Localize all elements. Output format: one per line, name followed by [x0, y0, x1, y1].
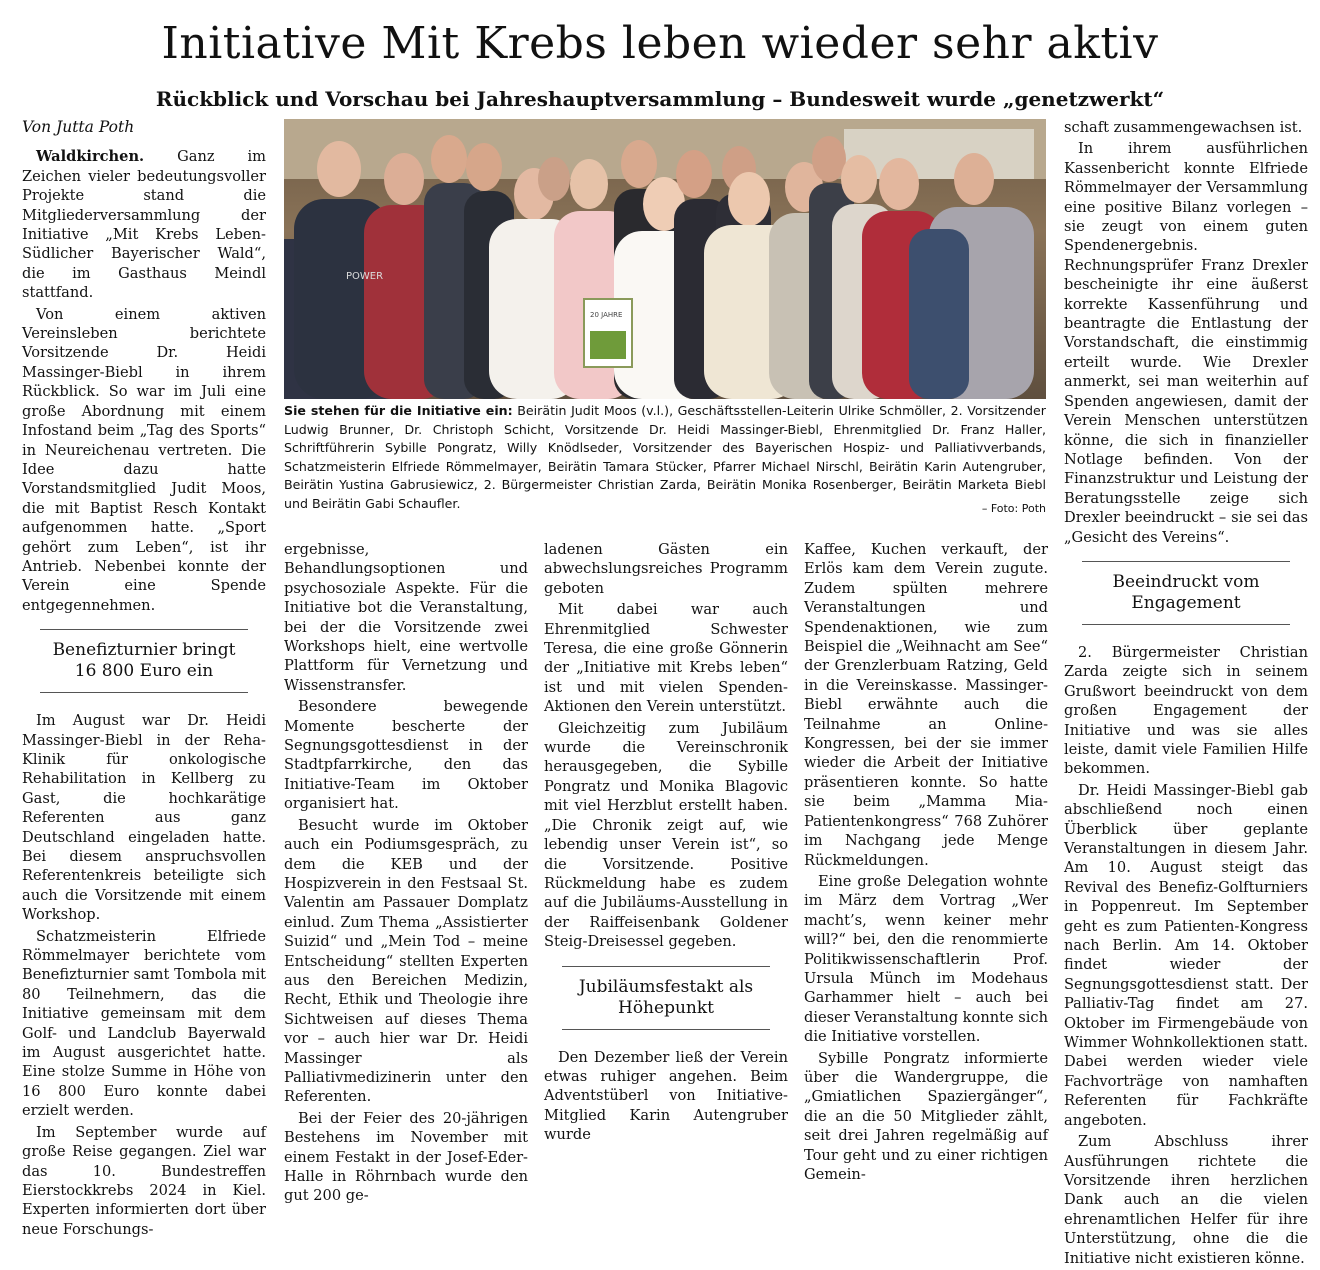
group-photo [284, 119, 1046, 399]
photo-caption [284, 402, 1046, 514]
paragraph: Mit dabei war auch Ehrenmitglied Schwester Teresa, die eine große Gönnerin der „Initiative mit Krebs leben“ ist und mit vielen Spenden-Aktionen den Verein unterstützt. [544, 601, 788, 716]
paragraph [22, 147, 266, 302]
paragraph: Sybille Pongratz informierte über die Wandergruppe, die „Gmiatlichen Spaziergänger“, die an die 50 Mitglieder zählt, seit drei Jahren regelmäßig auf Tour geht und zu einer richtigen Gemein- [804, 1049, 1048, 1183]
column-2 [284, 540, 528, 1208]
caption-text: Beirätin Judit Moos (v.l.), Geschäftsstellen-Leiterin Ulrike Schmöller, 2. Vorsitzender Ludwig Brunner, Dr. Christoph Schicht, Vorsitzende Dr. Heidi Massinger-Biebl, Ehrenmitglied Dr. Franz Haller, Schriftführerin Sybille Pongratz, Willy Knödlseder, Vorsitzender des Bayerischen Hospiz- und Palliativverbands, Schatzmeisterin Elfriede Römmelmayer, Beirätin Tamara Stücker, Pfarrer Michael Nirschl, Beirätin Karin Autengruber, Beirätin Yustina Gabrusiewicz, 2. Bürgermeister Christian Zarda, Beirätin Monika Rosenberger, Beirätin Marketa Biebl und Beirätin Gabi Schaufler. [284, 403, 1046, 511]
dateline: Waldkirchen. [36, 148, 145, 166]
paragraph: Von einem aktiven Vereinsleben berichtete Vorsitzende Dr. Heidi Massinger-Biebl in ihrem Rückblick. So war im Juli eine große Abordnung mit einem Infostand beim „Tag des Sports“ in Neureichenau vertreten. Die Idee dazu hatte Vorstandsmitglied Judit Moos, die mit Baptist Resch Kontakt aufgenommen hatte. „Sport gehört zum Leben“, ist ihr Antrieb. Nebenbei konnte der Verein eine Spende entgegennehmen. [22, 305, 266, 614]
paragraph: Den Dezember ließ der Verein etwas ruhiger angehen. Beim Adventstüberl von Initiative-Mitglied Karin Autengruber wurde [544, 1048, 788, 1144]
subheadline: Rückblick und Vorschau bei Jahreshauptversammlung – Bundesweit wurde „genetzwerkt“ [155, 87, 1165, 111]
paragraph: Besondere bewegende Momente bescherte der Segnungsgottesdienst in der Stadtpfarrkirche, den das Initiative-Team im Oktober organisiert hat. [284, 698, 528, 813]
paragraph: In ihrem ausführlichen Kassenbericht konnte Elfriede Römmelmayer der Versammlung eine positive Bilanz vorlegen – sie zeugt von einem guten Spendenergebnis. Rechnungsprüfer Franz Drexler bescheinigte ihr eine äußerst korrekte Kassenführung und beantragte die Entlastung der Vorstandschaft, die einstimmig erteilt wurde. Wie Drexler anmerkt, sei man weiterhin auf Spenden angewiesen, damit der Verein Menschen unterstützen könne, die sich in finanzieller Notlage befinden. Von der Finanzstruktur und Leistung der Beratungsstelle zeige sich Drexler beeindruckt – sie sei das „Gesicht des Vereins“. [1064, 140, 1308, 546]
paragraph: Bei der Feier des 20-jährigen Bestehens im November mit einem Festakt in der Josef-Eder-Halle in Röhrnbach wurde den gut 200 ge- [284, 1109, 528, 1205]
paragraph: Im September wurde auf große Reise gegangen. Ziel war das 10. Bundestreffen Eierstockkrebs 2024 in Kiel. Experten informierten dort über neue Forschungs- [22, 1123, 266, 1238]
section-heading: Jubiläumsfestakt als Höhepunkt [562, 966, 770, 1030]
shirt-print: POWER [346, 271, 384, 282]
section-heading: Benefizturnier bringt 16 800 Euro ein [40, 629, 248, 693]
section-heading: Beeindruckt vom Engagement [1082, 561, 1290, 625]
paragraph: Im August war Dr. Heidi Massinger-Biebl in der Reha-Klinik für onkologische Rehabilitation in Kellberg zu Gast, die hochkarätige Referenten aus ganz Deutschland eingeladen hatte. Bei diesem anspruchsvollen Referentenkreis beteiligte sich auch die Vorsitzende mit einem Workshop. [22, 712, 266, 924]
column-3 [544, 540, 788, 1147]
paragraph-text: Ganz im Zeichen vieler bedeutungsvoller Projekte stand die Mitgliederversammlung der Initiative „Mit Krebs Leben-Südlicher Bayerischer Wald“, die im Gasthaus Meindl stattfand. [22, 148, 267, 302]
paragraph: Gleichzeitig zum Jubiläum wurde die Vereinschronik herausgegeben, die Sybille Pongratz und Monika Blagovic mit viel Herzblut erstellt haben. „Die Chronik zeigt auf, wie lebendig unser Verein ist“, so die Vorsitzende. Positive Rückmeldung habe es zudem auf die Jubiläums-Ausstellung in der Raiffeisenbank Goldener Steig-Dreisessel gegeben. [544, 719, 788, 951]
photo-credit: – Foto: Poth [981, 502, 1046, 515]
caption-lead: Sie stehen für die Initiative ein: [284, 403, 513, 418]
booklet-title: 20 JAHRE [590, 311, 623, 319]
paragraph: 2. Bürgermeister Christian Zarda zeigte sich in seinem Grußwort beeindruckt von dem großen Engagement der Initiative und was sie alles leiste, damit viele Familien Hilfe bekommen. [1064, 643, 1308, 778]
photo-illustration [284, 119, 1046, 399]
paragraph: Dr. Heidi Massinger-Biebl gab abschließend noch einen Überblick über geplante Veranstaltungen in diesem Jahr. Am 10. August steigt das Revival des Benefiz-Golfturniers in Poppenreut. Im September geht es zum Patienten-Kongress nach Berlin. Am 14. Oktober findet wieder der Segnungsgottesdienst statt. Der Palliativ-Tag findet am 27. Oktober im Firmengebäude von Wimmer Wohnkollektionen statt. Dabei werden wieder viele Fachvorträge von namhaften Referenten für Fachkräfte angeboten. [1064, 781, 1308, 1129]
column-5 [1064, 118, 1308, 1270]
column-1 [22, 118, 266, 1241]
paragraph: Zum Abschluss ihrer Ausführungen richtete die Vorsitzende ihren herzlichen Dank auch an die vielen ehrenamtlichen Helfer für ihre Unterstützung, ohne die die Initiative nicht existieren könne. [1064, 1133, 1308, 1267]
paragraph: Schatzmeisterin Elfriede Römmelmayer berichtete vom Benefizturnier samt Tombola mit 80 Teilnehmern, das die Initiative gemeinsam mit dem Golf- und Landclub Bayerwald im August ausgerichtet hatte. Eine stolze Summe in Höhe von 16 800 Euro konnte dabei erzielt werden. [22, 927, 266, 1120]
paragraph: schaft zusammengewachsen ist. [1064, 119, 1303, 136]
paragraph: Eine große Delegation wohnte im März dem Vortrag „Wer macht’s, wenn keiner mehr will?“ bei, den die renommierte Politikwissenschaftlerin Prof. Ursula Münch im Modehaus Garhammer hielt – auch bei dieser Veranstaltung konnte sich die Initiative vorstellen. [804, 872, 1048, 1046]
column-4 [804, 540, 1048, 1186]
paragraph: ladenen Gästen ein abwechslungsreiches Programm geboten [544, 541, 788, 597]
headline: Initiative Mit Krebs leben wieder sehr aktiv [161, 18, 1159, 69]
paragraph: ergebnisse, Behandlungsoptionen und psychosoziale Aspekte. Für die Initiative bot die Veranstaltung, bei der die Vorsitzende zwei Workshops hielt, eine wertvolle Plattform für Vernetzung und Wissenstransfer. [284, 541, 528, 694]
paragraph: Kaffee, Kuchen verkauft, der Erlös kam dem Verein zugute. Zudem spülten mehrere Veranstaltungen und Spendenaktionen, wie zum Beispiel die „Weihnacht am See“ der Grenzlerbuam Ratzing, Geld in die Vereinskasse. Massinger-Biebl erwähnte auch die Teilnahme an Online-Kongressen, bei der sie immer wieder die Arbeit der Initiative präsentieren konnte. So hatte sie beim „Mamma Mia-Patientenkongress“ 768 Zuhörer im Nachgang jede Menge Rückmeldungen. [804, 541, 1048, 869]
paragraph: Besucht wurde im Oktober auch ein Podiumsgespräch, zu dem die KEB und der Hospizverein in den Festsaal St. Valentin am Passauer Domplatz einlud. Zum Thema „Assistierter Suizid“ und „Mein Tod – meine Entscheidung“ stellten Experten aus den Bereichen Medizin, Recht, Ethik und Theologie ihre Sichtweisen auf dieses Thema vor – auch hier war Dr. Heidi Massinger als Palliativmedizinerin unter den Referenten. [284, 816, 528, 1106]
byline: Von Jutta Poth [22, 118, 135, 136]
